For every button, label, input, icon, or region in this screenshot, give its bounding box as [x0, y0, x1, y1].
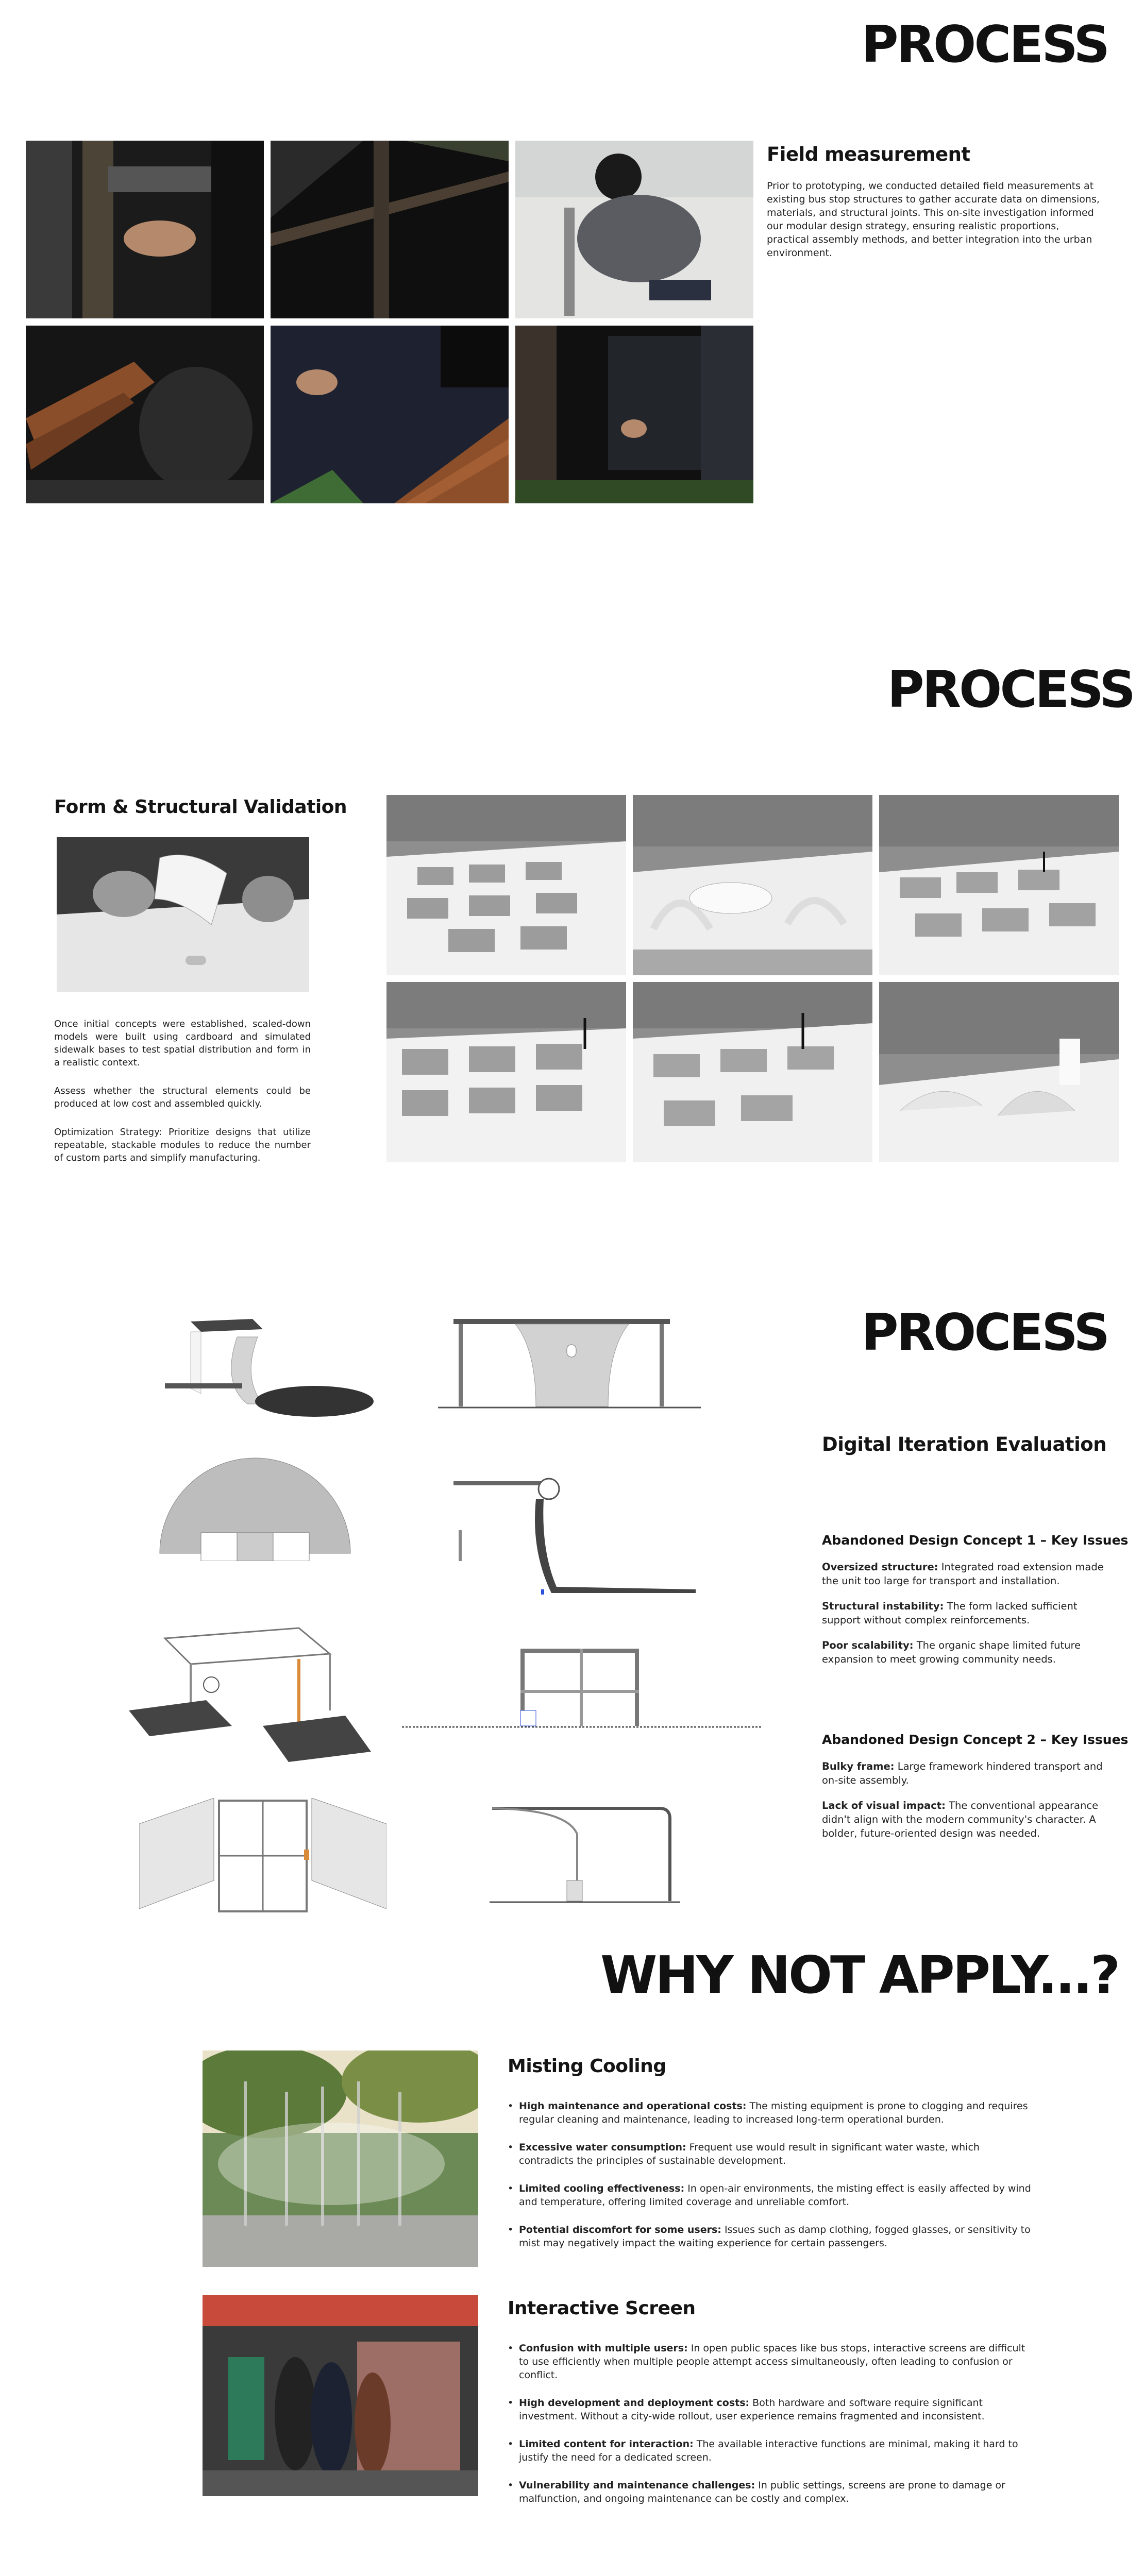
concept1-plan-drawing	[155, 1455, 356, 1561]
list-item: • High development and deployment costs: Both hardware and software require significant investment. Without a city-wide rollout, user experience remains fragmented and inconsistent.	[508, 2396, 1033, 2423]
list-item: • Excessive water consumption: Frequent use would result in significant water waste, which contradicts the principles of sustainable development.	[508, 2141, 1033, 2167]
concept1-axonometric-drawing	[160, 1306, 376, 1419]
field-measurement-body: Prior to prototyping, we conducted detailed field measurements at existing bus stop structures to gather accurate data on dimensions, materials, and structural joints. This on-site investigation informed our modular design strategy, ensuring realistic proportions, practical assembly methods, and better integration into the urban environment.	[767, 180, 1100, 259]
interactive-screen-title: Interactive Screen	[508, 2298, 696, 2319]
model-photo-5	[633, 982, 872, 1162]
section4-heading: WHY NOT APPLY...?	[600, 1945, 1118, 2005]
digital-iteration-title: Digital Iteration Evaluation	[822, 1433, 1107, 1455]
form-validation-para-2: Assess whether the structural elements could be produced at low cost and assembled quickly.	[54, 1086, 311, 1109]
model-photo-2	[633, 795, 872, 975]
field-photo-5	[271, 326, 509, 503]
concept2-section-drawing	[490, 1803, 680, 1906]
concept1-title: Abandoned Design Concept 1 – Key Issues	[822, 1533, 1129, 1548]
concept1-item: Oversized structure: Integrated road extension made the unit too large for transport and installation.	[822, 1561, 1104, 1587]
list-item: • Confusion with multiple users: In open public spaces like bus stops, interactive screens are difficult to use efficiently when multiple people attempt access simultaneously, often leading to confusion or conflict.	[508, 2342, 1033, 2382]
model-photo-4	[386, 982, 626, 1162]
field-photo-4	[26, 326, 264, 503]
form-validation-para-3: Optimization Strategy: Prioritize designs that utilize repeatable, stackable modules to reduce the number of custom parts and simplify manufacturing.	[54, 1127, 311, 1163]
concept2-issues	[822, 1732, 1129, 1852]
field-photo-3	[515, 141, 753, 318]
interactive-screen-photo	[203, 2295, 478, 2496]
concept2-axonometric-drawing	[129, 1623, 376, 1762]
list-item: • Potential discomfort for some users: Issues such as damp clothing, fogged glasses, or sensitivity to mist may negatively impact the waiting experience for certain passengers.	[508, 2223, 1033, 2250]
model-photo-1	[386, 795, 626, 975]
list-item: • Limited cooling effectiveness: In open-air environments, the misting effect is easily affected by wind and temperature, offering limited coverage and unreliable comfort.	[508, 2182, 1033, 2209]
misting-cooling-list	[508, 2099, 1033, 2264]
field-photo-1	[26, 141, 264, 318]
concept2-title: Abandoned Design Concept 2 – Key Issues	[822, 1732, 1129, 1747]
concept1-elevation-drawing	[433, 1309, 706, 1417]
section1-heading: PROCESS	[861, 15, 1108, 74]
interactive-screen-list	[508, 2342, 1033, 2520]
model-photo-6	[879, 982, 1119, 1162]
concept2-elevation-drawing	[402, 1643, 763, 1741]
list-item: • High maintenance and operational costs: The misting equipment is prone to clogging and requires regular cleaning and maintenance, leading to increased long-term operational burden.	[508, 2099, 1033, 2126]
form-validation-para-1: Once initial concepts were established, scaled-down models were built using cardboard and simulated sidewalk bases to test spatial distribution and form in a realistic context.	[54, 1019, 311, 1068]
concept1-section-drawing	[453, 1473, 701, 1597]
concept2-item: Lack of visual impact: The conventional appearance didn't align with the modern community's character. A bolder, future-oriented design was needed.	[822, 1800, 1099, 1839]
list-item: • Vulnerability and maintenance challenges: In public settings, screens are prone to damage or malfunction, and ongoing maintenance can be costly and complex.	[508, 2479, 1033, 2505]
list-item: • Limited content for interaction: The available interactive functions are minimal, making it hard to justify the need for a dedicated screen.	[508, 2437, 1033, 2464]
misting-cooling-title: Misting Cooling	[508, 2056, 666, 2077]
field-photo-6	[515, 326, 753, 503]
section3-heading: PROCESS	[861, 1303, 1108, 1362]
concept1-issues	[822, 1533, 1129, 1677]
concept2-item: Bulky frame: Large framework hindered transport and on-site assembly.	[822, 1760, 1103, 1786]
field-measurement-title: Field measurement	[767, 143, 970, 165]
concept1-item: Poor scalability: The organic shape limited future expansion to meet growing community needs.	[822, 1639, 1081, 1665]
misting-cooling-photo	[203, 2050, 478, 2267]
form-validation-title: Form & Structural Validation	[54, 796, 347, 818]
concept1-item: Structural instability: The form lacked sufficient support without complex reinforcements.	[822, 1600, 1078, 1626]
section2-heading: PROCESS	[887, 660, 1134, 719]
model-making-photo	[57, 837, 309, 992]
concept2-plan-drawing	[139, 1798, 386, 1917]
model-photo-3	[879, 795, 1119, 975]
field-photo-2	[271, 141, 509, 318]
